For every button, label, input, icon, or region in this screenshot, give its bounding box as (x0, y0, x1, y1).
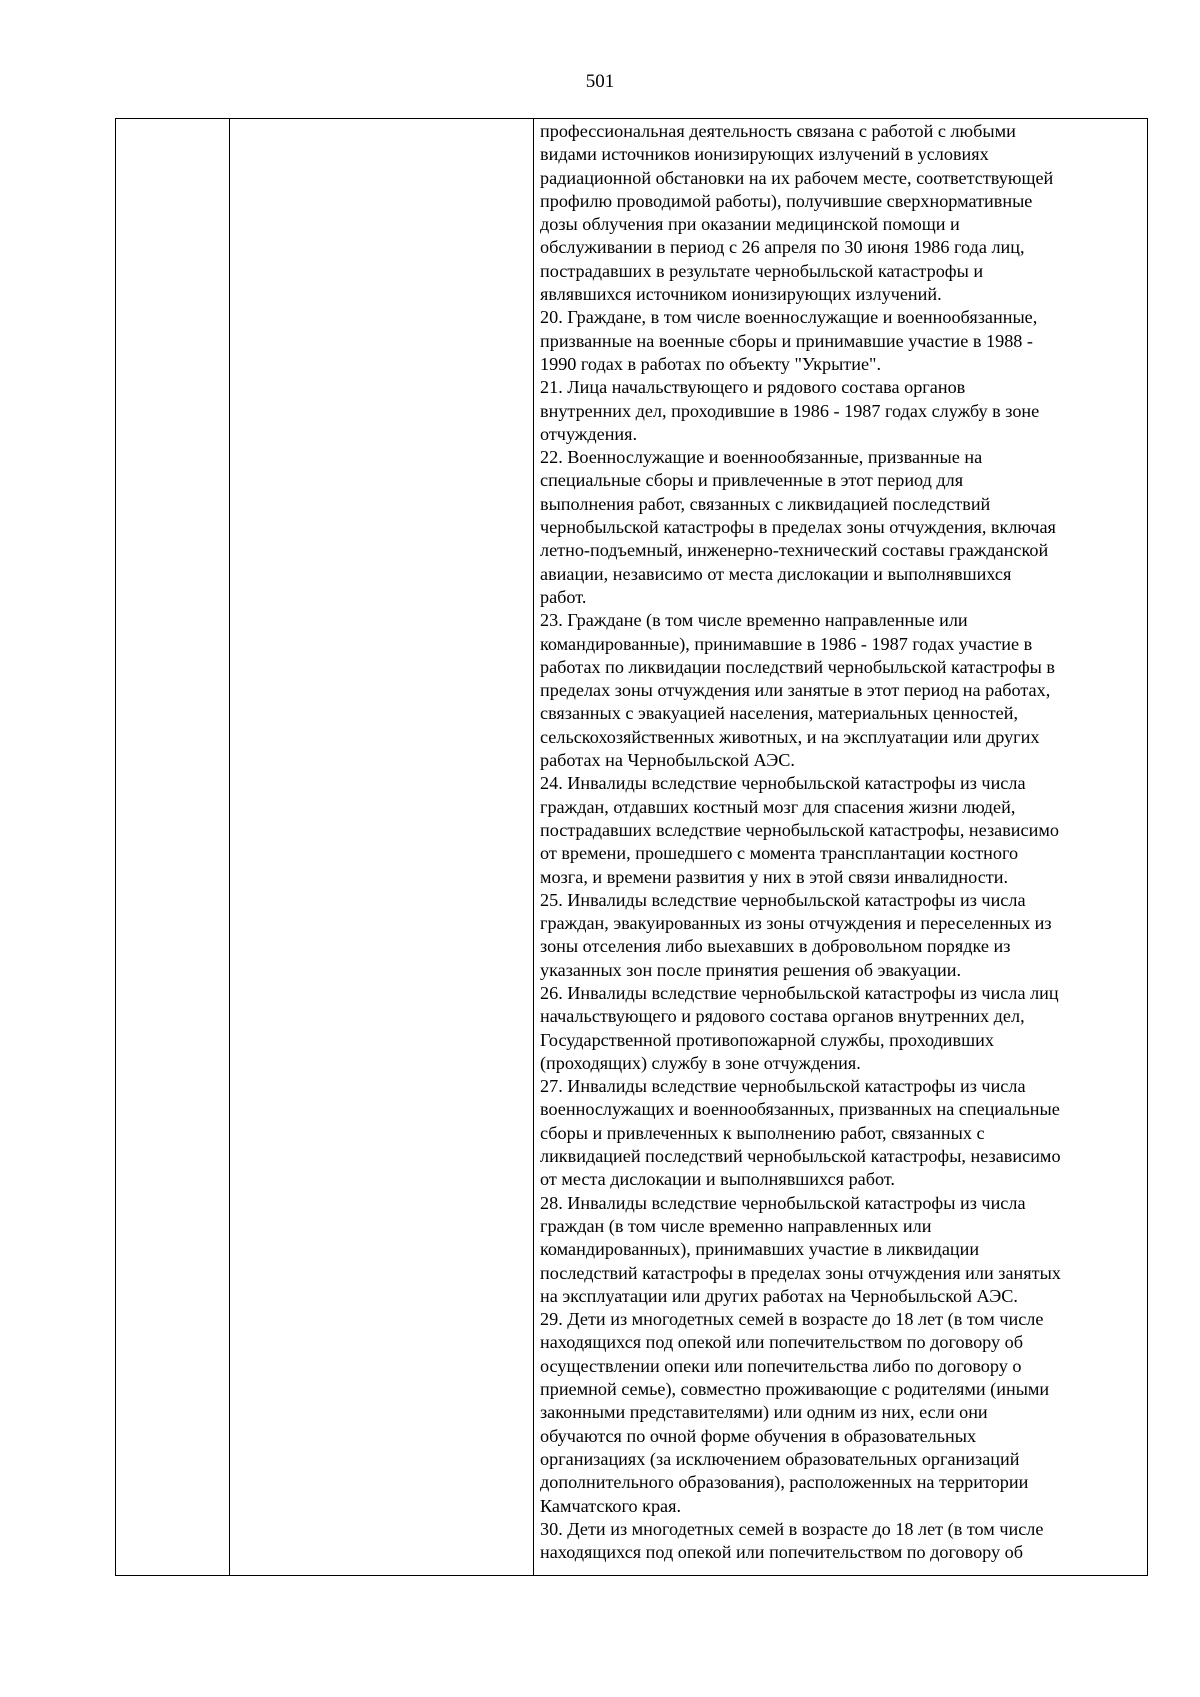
text-line: 22. Военнослужащие и военнообязанные, призванные на (540, 447, 983, 468)
text-line: приемной семье), совместно проживающие с родителями (иными (540, 1379, 1050, 1400)
text-line: 28. Инвалиды вследствие чернобыльской катастрофы из числа (540, 1192, 1026, 1213)
paragraph-list (540, 120, 1144, 1564)
text-line: пострадавших вследствие чернобыльской катастрофы, независимо (540, 819, 1059, 840)
text-line: дозы облучения при оказании медицинской помощи и (540, 214, 960, 235)
text-line: Камчатского края. (540, 1495, 682, 1516)
text-line: 25. Инвалиды вследствие чернобыльской катастрофы из числа (540, 889, 1026, 910)
text-line: Государственной противопожарной службы, проходивших (540, 1029, 994, 1050)
paragraph-item (540, 772, 1144, 888)
text-line: авиации, независимо от места дислокации и выполнявшихся (540, 563, 1012, 584)
text-line: последствий катастрофы в пределах зоны отчуждения или занятых (540, 1262, 1061, 1283)
text-line: осуществлении опеки или попечительства либо по договору о (540, 1355, 1022, 1376)
paragraph-item (540, 1075, 1144, 1191)
text-line: являвшихся источником ионизирующих излучений. (540, 284, 942, 305)
text-line: командированных), принимавших участие в ликвидации (540, 1239, 980, 1260)
text-line: военнослужащих и военнообязанных, призванных на специальные (540, 1099, 1060, 1120)
text-line: отчуждения. (540, 423, 638, 444)
text-line: дополнительного образования), расположенных на территории (540, 1472, 1029, 1493)
text-line: летно-подъемный, инженерно-технический составы гражданской (540, 540, 1049, 561)
text-line: мозга, и времени развития у них в этой связи инвалидности. (540, 866, 1009, 887)
text-line: указанных зон после принятия решения об эвакуации. (540, 959, 962, 980)
text-line: специальные сборы и привлеченные в этот период для (540, 470, 964, 491)
text-line: находящихся под опекой или попечительством по договору об (540, 1332, 1024, 1353)
page-number: 501 (585, 71, 615, 92)
text-line: 27. Инвалиды вследствие чернобыльской катастрофы из числа (540, 1076, 1026, 1097)
text-line: 26. Инвалиды вследствие чернобыльской катастрофы из числа лиц (540, 982, 1059, 1003)
text-line: сборы и привлеченных к выполнению работ, связанных с (540, 1122, 985, 1143)
paragraph-item (540, 306, 1144, 376)
text-line: пределах зоны отчуждения или занятые в этот период на работах, (540, 680, 1051, 701)
text-line: радиационной обстановки на их рабочем месте, соответствующей (540, 167, 1054, 188)
text-line: выполнения работ, связанных с ликвидацией последствий (540, 493, 991, 514)
text-line: 30. Дети из многодетных семей в возрасте до 18 лет (в том числе (540, 1518, 1044, 1539)
paragraph-item (540, 446, 1144, 609)
text-line: связанных с эвакуацией населения, материальных ценностей, (540, 703, 1019, 724)
paragraph-item (540, 889, 1144, 982)
text-line: пострадавших в результате чернобыльской катастрофы и (540, 260, 984, 281)
text-line: видами источников ионизирующих излучений в условиях (540, 144, 989, 165)
paragraph-item (540, 982, 1144, 1075)
text-line: 1990 годах в работах по объекту "Укрытие". (540, 353, 882, 374)
table-cell-column-1 (116, 119, 230, 1576)
text-line: профессиональная деятельность связана с работой с любыми (540, 121, 1016, 141)
text-line: находящихся под опекой или попечительством по договору об (540, 1542, 1024, 1563)
text-line: обучаются по очной форме обучения в образовательных (540, 1425, 977, 1446)
paragraph-item (540, 376, 1144, 446)
text-line: граждан, эвакуированных из зоны отчуждения и переселенных из (540, 913, 1052, 934)
paragraph-item (540, 609, 1144, 772)
text-line: ликвидацией последствий чернобыльской катастрофы, независимо (540, 1146, 1061, 1167)
text-line: работах по ликвидации последствий чернобыльской катастрофы в (540, 656, 1056, 677)
text-line: 24. Инвалиды вследствие чернобыльской катастрофы из числа (540, 773, 1026, 794)
text-line: профилю проводимой работы), получившие сверхнормативные (540, 190, 1033, 211)
text-line: законными представителями) или одним из них, если они (540, 1402, 988, 1423)
text-line: зоны отселения либо выехавших в добровольном порядке из (540, 936, 1011, 957)
text-line: обслуживании в период с 26 апреля по 30 июня 1986 года лиц, (540, 237, 1025, 258)
text-line: работах на Чернобыльской АЭС. (540, 750, 795, 771)
text-line: чернобыльской катастрофы в пределах зоны отчуждения, включая (540, 517, 1056, 538)
text-line: граждан, отдавших костный мозг для спасения жизни людей, (540, 796, 1016, 817)
text-line: 21. Лица начальствующего и рядового состава органов (540, 377, 966, 398)
text-line: сельскохозяйственных животных, и на эксплуатации или других (540, 726, 1040, 747)
document-table (115, 118, 1148, 1576)
text-line: на эксплуатации или других работах на Чернобыльской АЭС. (540, 1285, 1018, 1306)
table-cell-column-2 (230, 119, 534, 1576)
paragraph-item (540, 120, 1144, 306)
paragraph-item (540, 1192, 1144, 1308)
paragraph-item (540, 1518, 1144, 1565)
text-line: призванные на военные сборы и принимавшие участие в 1988 - (540, 330, 1033, 351)
text-line: 29. Дети из многодетных семей в возрасте до 18 лет (в том числе (540, 1309, 1044, 1330)
text-line: от места дислокации и выполнявшихся работ. (540, 1169, 895, 1190)
paragraph-item (540, 1308, 1144, 1518)
text-line: внутренних дел, проходившие в 1986 - 1987 годах службу в зоне (540, 400, 1040, 421)
text-line: граждан (в том числе временно направленных или (540, 1215, 932, 1236)
text-line: от времени, прошедшего с момента трансплантации костного (540, 843, 1019, 864)
text-line: (проходящих) службу в зоне отчуждения. (540, 1052, 861, 1073)
table-row (116, 119, 1148, 1576)
text-line: работ. (540, 586, 587, 607)
text-line: командированные), принимавшие в 1986 - 1987 годах участие в (540, 633, 1033, 654)
text-line: начальствующего и рядового состава органов внутренних дел, (540, 1006, 1025, 1027)
text-line: 23. Граждане (в том числе временно направленные или (540, 610, 968, 631)
text-line: организациях (за исключением образовательных организаций (540, 1448, 1020, 1469)
text-line: 20. Граждане, в том числе военнослужащие и военнообязанные, (540, 307, 1038, 328)
table-cell-column-3 (534, 119, 1148, 1576)
